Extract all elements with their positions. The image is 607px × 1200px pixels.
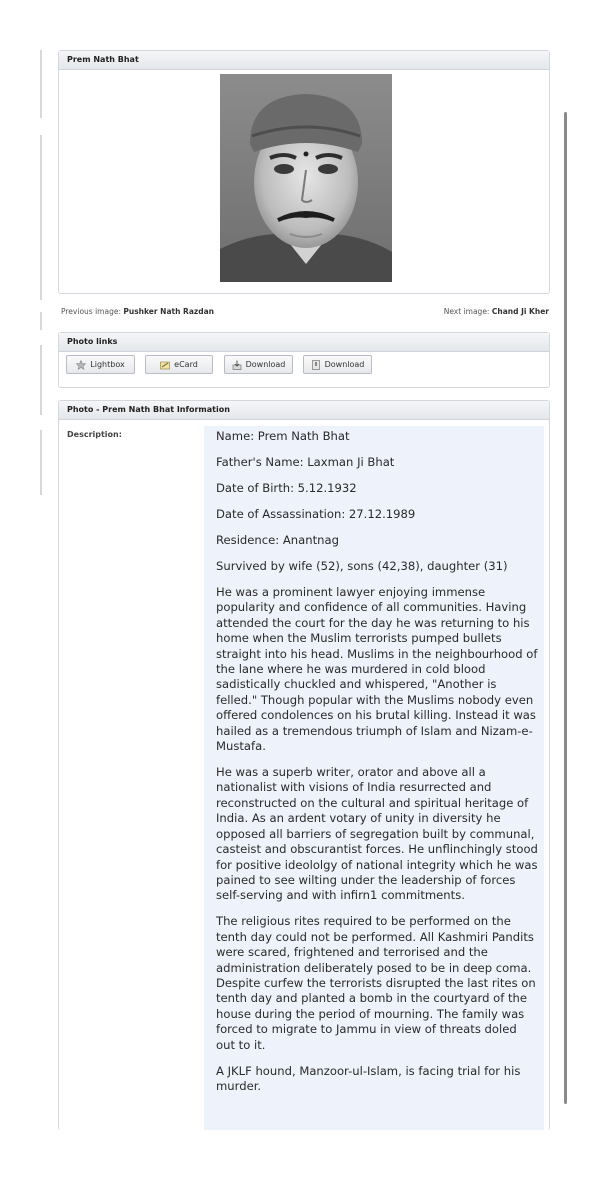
next-image-label: Next image: <box>443 307 490 316</box>
next-image-name[interactable]: Chand Ji Kher <box>491 307 549 316</box>
sidebar-edge <box>40 50 42 118</box>
sidebar-edge <box>40 345 42 415</box>
portrait-photo[interactable] <box>220 74 392 282</box>
previous-image-name[interactable]: Pushker Nath Razdan <box>123 307 215 316</box>
lightbox-label: Lightbox <box>90 360 125 369</box>
photo-panel <box>58 50 550 294</box>
photo-panel-title: Prem Nath Bhat <box>59 51 549 70</box>
description-paragraph: Residence: Anantnag <box>216 533 339 547</box>
description-paragraph: Father's Name: Laxman Ji Bhat <box>216 455 395 469</box>
portrait-image <box>220 74 392 282</box>
description-paragraph: Name: Prem Nath Bhat <box>216 429 350 443</box>
photo-links-title: Photo links <box>59 333 549 352</box>
next-image-link[interactable] <box>444 307 549 316</box>
photo-area <box>59 70 549 293</box>
description-paragraph: Survived by wife (52), sons (42,38), daughter (31) <box>216 559 508 573</box>
information-body <box>59 420 549 1130</box>
lightbox-button[interactable] <box>66 355 135 374</box>
description-paragraph: Date of Assassination: 27.12.1989 <box>216 507 416 521</box>
description-paragraph: A JKLF hound, Manzoor-ul-Islam, is facing trial for his murder. <box>216 1063 521 1093</box>
ecard-button[interactable] <box>145 355 213 374</box>
information-panel-title: Photo - Prem Nath Bhat Information <box>59 401 549 420</box>
download-zip-label: Download <box>324 360 365 369</box>
page-scrollbar[interactable] <box>564 112 567 1104</box>
download-zip-icon <box>311 360 321 370</box>
download-label: Download <box>245 360 286 369</box>
download-icon <box>232 360 242 370</box>
information-panel <box>58 400 550 1130</box>
previous-image-link[interactable] <box>61 307 214 316</box>
ecard-icon <box>160 360 170 370</box>
description-label: Description: <box>67 430 122 439</box>
description-text <box>216 429 538 1105</box>
description-paragraph: The religious rites required to be performed on the tenth day could not be performed. All Kashmiri Pandits were scared, frightened and terrorised and the administration deliberately posed to be in deep coma. Despite curfew the terrorists disrupted the last rites on tenth day and planted a bomb in the courtyard of the house during the period of mourning. The family was forced to migrate to Jammu in view of threats doled out to it. <box>216 914 536 1052</box>
ecard-label: eCard <box>174 360 198 369</box>
download-button[interactable] <box>224 355 293 374</box>
sidebar-edge <box>40 430 42 495</box>
description-paragraph: Date of Birth: 5.12.1932 <box>216 481 357 495</box>
sidebar-edge <box>40 312 42 330</box>
download-zip-button[interactable] <box>303 355 372 374</box>
sidebar-edge <box>40 135 42 300</box>
description-paragraph: He was a prominent lawyer enjoying immense popularity and confidence of all communities. Having attended the court for the day he was returning to his home when the Muslim terrorists pumped bullets straight into his head. Muslims in the neighbourhood of the lane where he was murdered in cold blood sadistically chuckled and whispered, "Another is felled." Though popular with the Muslims nobody even offered condolences on his brutal killing. Instead it was hailed as a tremendous triumph of Islam and Nizam-e-Mustafa. <box>216 585 538 754</box>
description-paragraph: He was a superb writer, orator and above all a nationalist with visions of India resurrected and reconstructed on the cultural and spiritual heritage of India. As an ardent votary of unity in diversity he opposed all barriers of segregation built by communal, casteist and obscurantist forces. He unflinchingly stood for positive ideololgy of national integrity which he was pained to see wilting under the leadership of forces self-serving and with infirn1 commitments. <box>216 765 538 903</box>
star-icon <box>76 360 86 370</box>
previous-image-label: Previous image: <box>61 307 121 316</box>
